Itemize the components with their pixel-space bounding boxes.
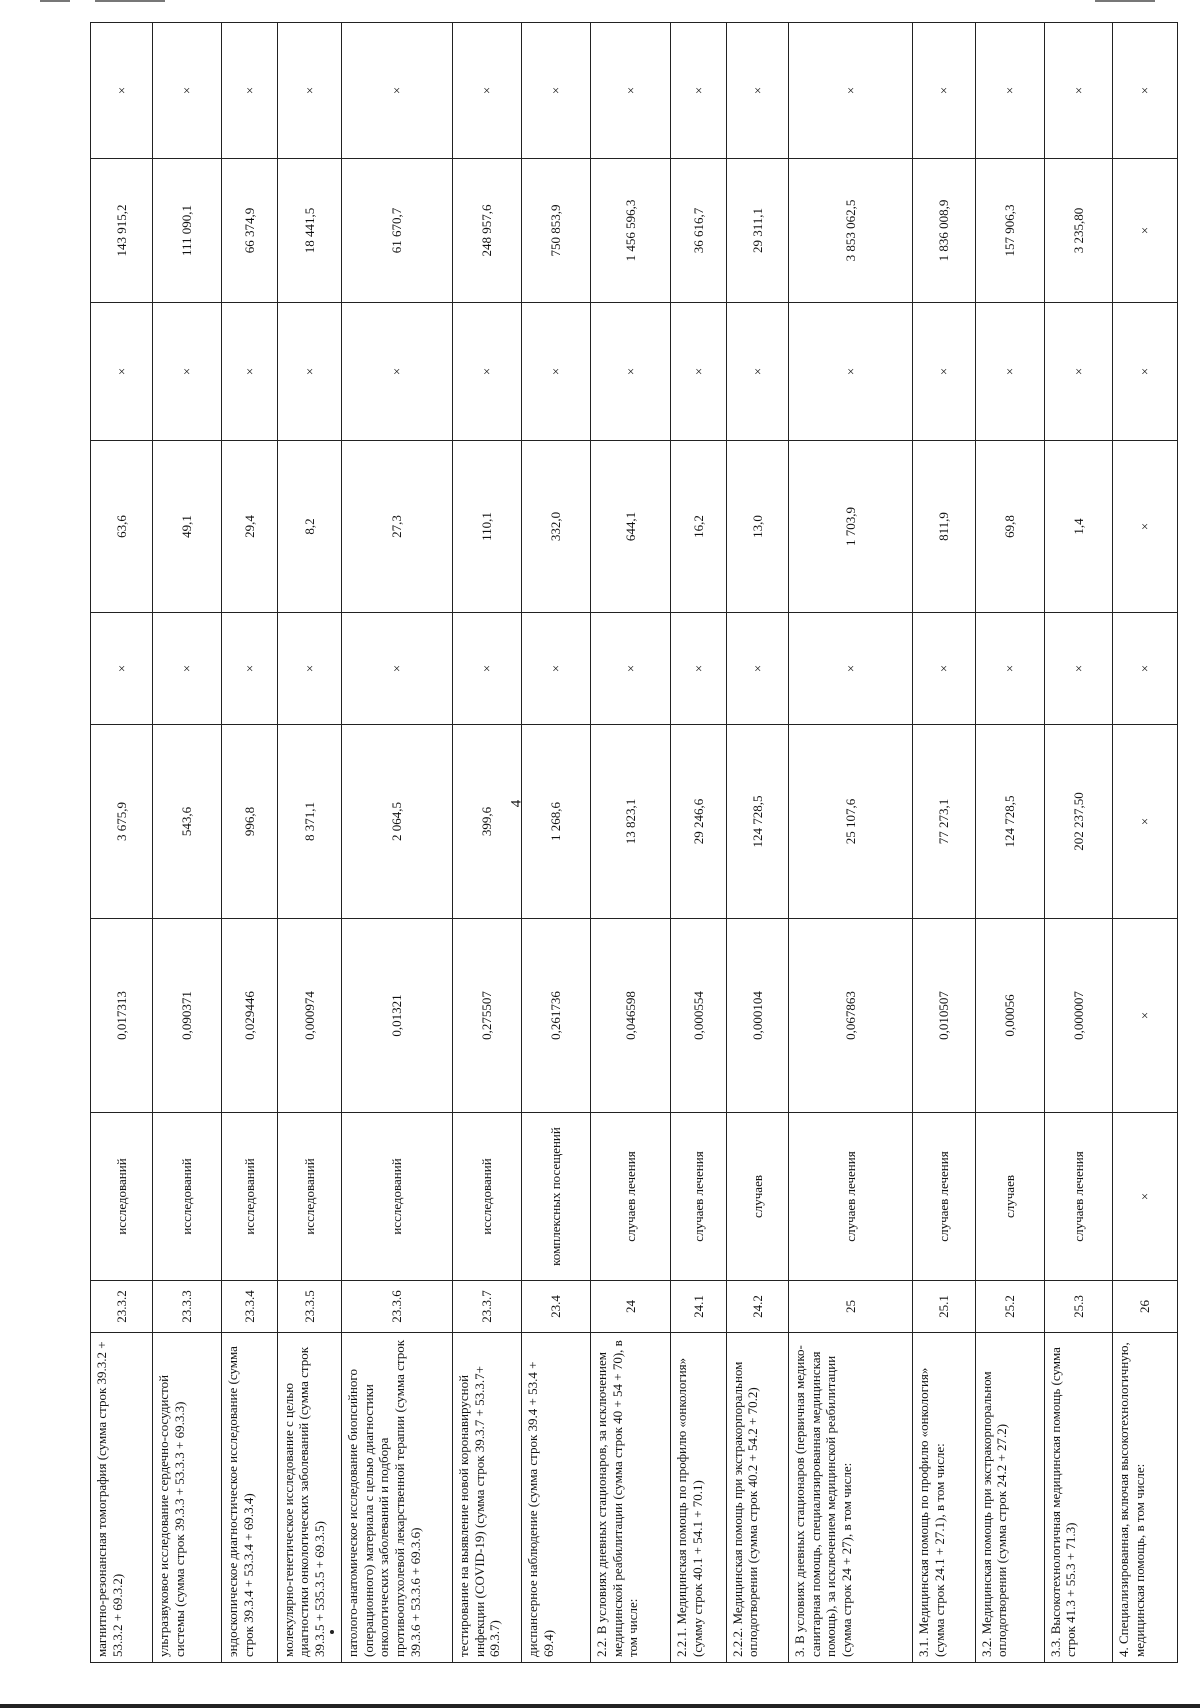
cell-c2: 29 246,6 — [671, 725, 727, 919]
cell-c5: × — [671, 303, 727, 441]
cell-code: 23.3.3 — [153, 1281, 222, 1333]
cell-name: 3.3. Высокотехнологичная медицинская помощь (сумма строк 41.3 + 55.3 + 71.3) — [1044, 1333, 1113, 1663]
cell-c5: × — [975, 303, 1044, 441]
cell-code: 25.2 — [975, 1281, 1044, 1333]
table-row — [222, 23, 278, 1663]
table-row — [453, 23, 522, 1663]
cell-c5: × — [1044, 303, 1113, 441]
cell-c3: × — [522, 613, 591, 725]
table-row — [1113, 23, 1178, 1663]
cell-c1: 0,017313 — [91, 919, 153, 1113]
cell-c4: 644,1 — [591, 441, 671, 613]
table-row — [726, 23, 788, 1663]
cell-c7: × — [913, 23, 975, 159]
cell-c1: 0,00056 — [975, 919, 1044, 1113]
cell-unit: случаев лечения — [671, 1113, 727, 1281]
tariff-table — [90, 22, 1178, 1663]
cell-unit: комплексных посещений — [522, 1113, 591, 1281]
table-row — [788, 23, 912, 1663]
cell-c7: × — [1113, 23, 1178, 159]
cell-c3: × — [913, 613, 975, 725]
cell-c6: 3 235,80 — [1044, 159, 1113, 303]
cell-c2: 13 823,1 — [591, 725, 671, 919]
cell-c6: 61 670,7 — [342, 159, 453, 303]
cell-code: 26 — [1113, 1281, 1178, 1333]
cell-c1: × — [1113, 919, 1178, 1113]
cell-c5: × — [913, 303, 975, 441]
cell-c3: × — [1113, 613, 1178, 725]
cell-c6: 18 441,5 — [277, 159, 341, 303]
cell-c3: × — [671, 613, 727, 725]
cell-name: 3.1. Медицинская помощь по профилю «онкология» (сумма строк 24.1 + 27.1), в том числе: — [913, 1333, 975, 1663]
cell-c2: 543,6 — [153, 725, 222, 919]
cell-c5: × — [222, 303, 278, 441]
cell-c3: × — [1044, 613, 1113, 725]
cell-c7: × — [671, 23, 727, 159]
cell-name: диспансерное наблюдение (сумма строк 39.4 + 53.4 + 69.4) — [522, 1333, 591, 1663]
cell-c2: 1 268,6 — [522, 725, 591, 919]
cell-code: 23.3.4 — [222, 1281, 278, 1333]
cell-c1: 0,000974 — [277, 919, 341, 1113]
cell-c7: × — [591, 23, 671, 159]
page-number: 4 — [508, 799, 525, 808]
cell-unit: случаев — [975, 1113, 1044, 1281]
table-row — [277, 23, 341, 1663]
cell-unit: исследований — [453, 1113, 522, 1281]
cell-c5: × — [591, 303, 671, 441]
cell-c2: 124 728,5 — [726, 725, 788, 919]
cell-c1: 0,261736 — [522, 919, 591, 1113]
rotated-table-page — [90, 23, 1178, 1663]
cell-unit: исследований — [277, 1113, 341, 1281]
table-row — [671, 23, 727, 1663]
cell-c1: 0,000104 — [726, 919, 788, 1113]
cell-c7: × — [726, 23, 788, 159]
cell-c6: 3 853 062,5 — [788, 159, 912, 303]
cell-name: 2.2. В условиях дневных стационаров, за исключением медицинской реабилитации (сумма строк 40 + 54 + 70), в том числе: — [591, 1333, 671, 1663]
cell-c5: × — [153, 303, 222, 441]
cell-c3: × — [788, 613, 912, 725]
cell-c4: 49,1 — [153, 441, 222, 613]
cell-c1: 0,029446 — [222, 919, 278, 1113]
cell-c6: 157 906,3 — [975, 159, 1044, 303]
cell-code: 25.1 — [913, 1281, 975, 1333]
cell-c2: 2 064,5 — [342, 725, 453, 919]
cell-c5: × — [91, 303, 153, 441]
cell-c7: × — [91, 23, 153, 159]
cell-c2: 124 728,5 — [975, 725, 1044, 919]
cell-c4: 110,1 — [453, 441, 522, 613]
cell-code: 25 — [788, 1281, 912, 1333]
cell-c5: × — [453, 303, 522, 441]
cell-c7: × — [975, 23, 1044, 159]
cell-unit: случаев — [726, 1113, 788, 1281]
cell-c1: 0,01321 — [342, 919, 453, 1113]
cell-c6: 143 915,2 — [91, 159, 153, 303]
cell-c4: 1 703,9 — [788, 441, 912, 613]
cell-unit: случаев лечения — [591, 1113, 671, 1281]
cell-c5: × — [1113, 303, 1178, 441]
table-row — [975, 23, 1044, 1663]
cell-c6: 1 456 596,3 — [591, 159, 671, 303]
cell-c6: × — [1113, 159, 1178, 303]
cell-c4: 69,8 — [975, 441, 1044, 613]
cell-c4: 16,2 — [671, 441, 727, 613]
cell-c7: × — [788, 23, 912, 159]
cell-c5: × — [788, 303, 912, 441]
cell-code: 24.2 — [726, 1281, 788, 1333]
cell-c7: × — [277, 23, 341, 159]
cell-name: молекулярно-генетическое исследование с целью диагностики онкологических заболеваний (сумма строк 39.3.5 + 535.3.5 + 69.3.5) — [277, 1333, 341, 1663]
cell-c7: × — [153, 23, 222, 159]
cell-c1: 0,275507 — [453, 919, 522, 1113]
cell-c4: × — [1113, 441, 1178, 613]
cell-name: 2.2.2. Медицинская помощь при экстракорпоральном оплодотворении (сумма строк 40.2 + 54.2 + 70.2) — [726, 1333, 788, 1663]
cell-code: 24 — [591, 1281, 671, 1333]
cell-c3: × — [591, 613, 671, 725]
cell-unit: исследований — [153, 1113, 222, 1281]
cell-name: 4. Специализированная, включая высокотехнологичную, медицинская помощь, в том числе: — [1113, 1333, 1178, 1663]
cell-code: 23.3.7 — [453, 1281, 522, 1333]
cell-c6: 66 374,9 — [222, 159, 278, 303]
cell-c4: 29,4 — [222, 441, 278, 613]
cell-c6: 111 090,1 — [153, 159, 222, 303]
table-row — [342, 23, 453, 1663]
cell-name: тестирование на выявление новой коронавирусной инфекции (COVID-19) (сумма строк 39.3.7 + 53.3.7+ 69.3.7) — [453, 1333, 522, 1663]
cell-c3: × — [277, 613, 341, 725]
cell-code: 24.1 — [671, 1281, 727, 1333]
cell-c6: 1 836 008,9 — [913, 159, 975, 303]
cell-unit: исследований — [222, 1113, 278, 1281]
cell-code: 23.3.2 — [91, 1281, 153, 1333]
cell-unit: случаев лечения — [1044, 1113, 1113, 1281]
cell-c5: × — [726, 303, 788, 441]
cell-c3: × — [153, 613, 222, 725]
cell-c4: 1,4 — [1044, 441, 1113, 613]
cell-c5: × — [522, 303, 591, 441]
cell-c6: 36 616,7 — [671, 159, 727, 303]
cell-c1: 0,090371 — [153, 919, 222, 1113]
cell-c6: 29 311,1 — [726, 159, 788, 303]
cell-c3: × — [975, 613, 1044, 725]
cell-name: 3.2. Медицинская помощь при экстракорпоральном оплодотворении (сумма строк 24.2 + 27.2) — [975, 1333, 1044, 1663]
table-row — [153, 23, 222, 1663]
cell-c2: 8 371,1 — [277, 725, 341, 919]
scan-border — [0, 1704, 1200, 1708]
cell-c7: × — [342, 23, 453, 159]
scan-top-marks — [0, 0, 1200, 6]
cell-c2: 25 107,6 — [788, 725, 912, 919]
cell-c5: × — [277, 303, 341, 441]
cell-c7: × — [222, 23, 278, 159]
cell-c3: × — [453, 613, 522, 725]
cell-c6: 248 957,6 — [453, 159, 522, 303]
cell-c2: 996,8 — [222, 725, 278, 919]
cell-c3: × — [91, 613, 153, 725]
cell-c2: 202 237,50 — [1044, 725, 1113, 919]
cell-c3: × — [342, 613, 453, 725]
cell-unit: × — [1113, 1113, 1178, 1281]
cell-c1: 0,000554 — [671, 919, 727, 1113]
cell-c2: × — [1113, 725, 1178, 919]
table-row — [913, 23, 975, 1663]
cell-c7: × — [1044, 23, 1113, 159]
cell-unit: исследований — [91, 1113, 153, 1281]
cell-c2: 399,6 — [453, 725, 522, 919]
cell-c7: × — [522, 23, 591, 159]
cell-code: 25.3 — [1044, 1281, 1113, 1333]
cell-c4: 13,0 — [726, 441, 788, 613]
table-row — [591, 23, 671, 1663]
cell-name: патолого-анатомическое исследование биопсийного (операционного) материала с целью диагностики онкологических заболеваний и подбора противоопухолевой лекарственной терапии (сумма строк 39.3.6 + 53.3.6 + 69.3.6) — [342, 1333, 453, 1663]
cell-name: 3. В условиях дневных стационаров (первичная медико-санитарная помощь, специализированная медицинская помощь), за исключением медицинской реабилитации (сумма строк 24 + 27), в том числе: — [788, 1333, 912, 1663]
cell-name: 2.2.1. Медицинская помощь по профилю «онкология» (сумму строк 40.1 + 54.1 + 70.1) — [671, 1333, 727, 1663]
cell-unit: случаев лечения — [913, 1113, 975, 1281]
cell-c3: × — [222, 613, 278, 725]
table-row — [91, 23, 153, 1663]
table-row — [522, 23, 591, 1663]
cell-c1: 0,000007 — [1044, 919, 1113, 1113]
cell-c3: × — [726, 613, 788, 725]
cell-c1: 0,046598 — [591, 919, 671, 1113]
cell-c7: × — [453, 23, 522, 159]
cell-unit: исследований — [342, 1113, 453, 1281]
cell-c4: 811,9 — [913, 441, 975, 613]
cell-code: 23.3.5 — [277, 1281, 341, 1333]
cell-c4: 332,0 — [522, 441, 591, 613]
table-row — [1044, 23, 1113, 1663]
cell-c5: × — [342, 303, 453, 441]
cell-c4: 27,3 — [342, 441, 453, 613]
cell-c4: 8,2 — [277, 441, 341, 613]
cell-c1: 0,010507 — [913, 919, 975, 1113]
cell-c2: 3 675,9 — [91, 725, 153, 919]
cell-code: 23.4 — [522, 1281, 591, 1333]
cell-code: 23.3.6 — [342, 1281, 453, 1333]
cell-c4: 63,6 — [91, 441, 153, 613]
cell-name: магнитно-резонансная томография (сумма строк 39.3.2 + 53.3.2 + 69.3.2) — [91, 1333, 153, 1663]
cell-c1: 0,067863 — [788, 919, 912, 1113]
cell-name: эндоскопическое диагностическое исследование (сумма строк 39.3.4 + 53.3.4 + 69.3.4) — [222, 1333, 278, 1663]
cell-unit: случаев лечения — [788, 1113, 912, 1281]
cell-c6: 750 853,9 — [522, 159, 591, 303]
cell-c2: 77 273,1 — [913, 725, 975, 919]
cell-name: ультразвуковое исследование сердечно-сосудистой системы (сумма строк 39.3.3 + 53.3.3 + 69.3.3) — [153, 1333, 222, 1663]
